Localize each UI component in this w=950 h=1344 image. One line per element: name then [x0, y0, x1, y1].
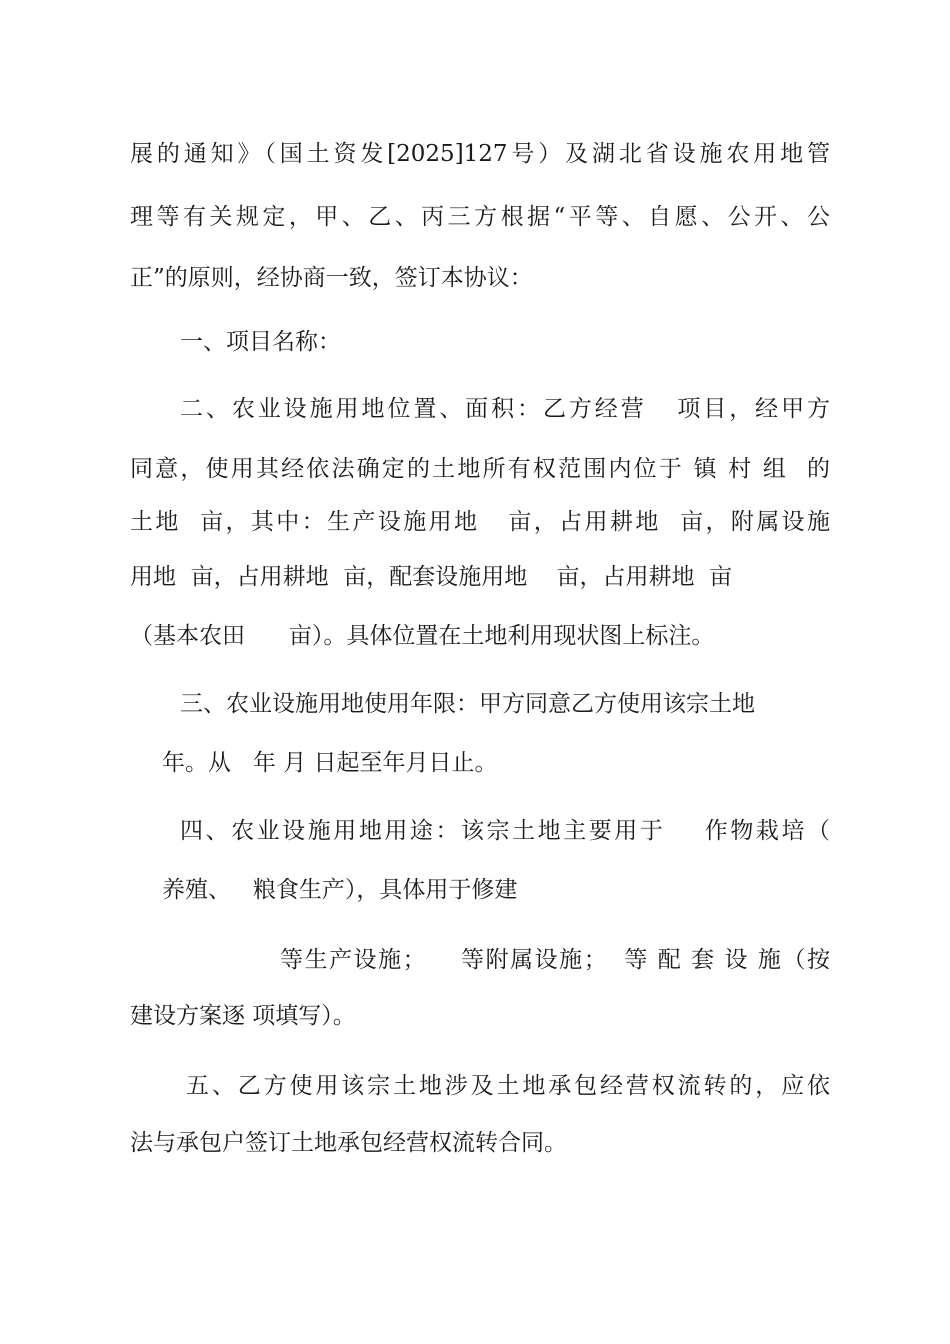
section-4-line: 养殖、 粮食生产），具体用于修建 [162, 877, 518, 903]
section-3-line: 年。从 年 月 日起至年月日止。 [162, 750, 498, 776]
section-2-line: （基本农田 亩）。具体位置在土地利用现状图上标注。 [130, 623, 715, 649]
section-4-line: 等生产设施； 等附属设施； 等 配 套 设 施（按 [280, 947, 830, 973]
paragraph-line: 展的通知》（国土资发[2025]127号）及湖北省设施农用地管 [130, 141, 830, 167]
section-5-line: 五、乙方使用该宗土地涉及土地承包经营权流转的，应依 [186, 1073, 830, 1099]
paragraph-line: 正”的原则，经协商一致，签订本协议： [130, 265, 533, 291]
section-heading-1: 一、项目名称： [180, 329, 341, 355]
paragraph-line: 理等有关规定，甲、乙、丙三方根据“平等、自愿、公开、公 [130, 204, 830, 230]
section-3-line: 三、农业设施用地使用年限：甲方同意乙方使用该宗土地 [180, 691, 755, 717]
section-2-line: 二、农业设施用地位置、面积：乙方经营 项目，经甲方 [180, 396, 830, 422]
section-2-line: 同意，使用其经依法确定的土地所有权范围内位于 镇 村 组 的 [130, 456, 830, 482]
section-4-line: 建设方案逐 项填写）。 [130, 1003, 356, 1029]
section-4-line: 四、农业设施用地用途：该宗土地主要用于 作物栽培（ [180, 818, 830, 844]
section-5-line: 法与承包户签订土地承包经营权流转合同。 [130, 1130, 567, 1156]
section-2-line: 用地 亩，占用耕地 亩，配套设施用地 亩，占用耕地 亩 [130, 564, 733, 590]
section-2-line: 土地 亩，其中：生产设施用地 亩，占用耕地 亩，附属设施 [130, 509, 830, 535]
